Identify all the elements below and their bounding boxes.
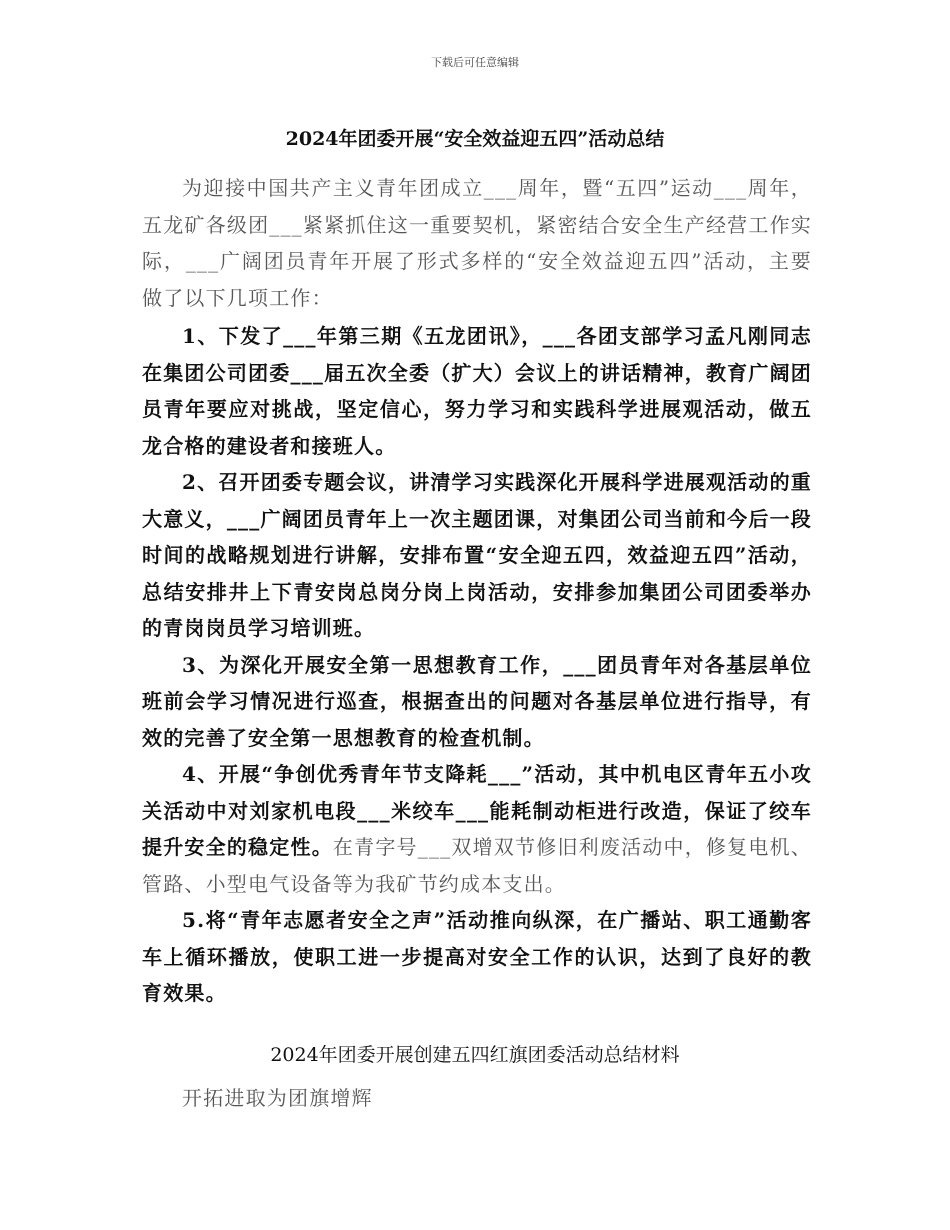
page-header: 下载后可任意编辑 bbox=[431, 56, 519, 69]
intro-paragraph bbox=[142, 170, 812, 316]
work-item-1: 1、下发了___年第三期《五龙团讯》，___各团支部学习孟凡刚同志在集团公司团委___届五次全委（扩大）会议上的讲话精神，教育广阔团员青年要应对挑战，坚定信心，努力学习和实践科学进展观活动，做五龙合格的建设者和接班人。 bbox=[142, 324, 812, 458]
section-subtitle: 开拓进取为团旗增辉 bbox=[182, 1086, 373, 1110]
section-subtitle-block bbox=[142, 1080, 812, 1117]
document-title: 2024年团委开展“安全效益迎五四”活动总结 bbox=[285, 128, 665, 150]
work-item-4-note: 在青字号___双增双节修旧利废活动中，修复电机、管路、小型电气设备等为我矿节约成本支出。 bbox=[142, 835, 812, 896]
section-title: 2024年团委开展创建五四红旗团委活动总结材料 bbox=[270, 1044, 680, 1066]
intro-text: 为迎接中国共产主义青年团成立___周年，暨“五四”运动___周年，五龙矿各级团___紧紧抓住这一重要契机，紧密结合安全生产经营工作实际，___广阔团员青年开展了形式多样的“安全效益迎五四”活动，主要做了以下几项工作： bbox=[142, 176, 812, 310]
work-item-5: 5.将“青年志愿者安全之声”活动推向纵深，在广播站、职工通勤客车上循环播放，使职工进一步提高对安全工作的认识，达到了良好的教育效果。 bbox=[142, 908, 812, 1005]
work-item-3: 3、为深化开展安全第一思想教育工作，___团员青年对各基层单位班前会学习情况进行巡查，根据查出的问题对各基层单位进行指导，有效的完善了安全第一思想教育的检查机制。 bbox=[142, 652, 812, 750]
work-items bbox=[142, 318, 812, 1012]
work-item-4 bbox=[142, 756, 812, 902]
work-item-4-main: 4、开展“争创优秀青年节支降耗___”活动，其中机电区青年五小攻关活动中对刘家机电段___米绞车___能耗制动柜进行改造，保证了绞车提升安全的稳定性。 bbox=[142, 762, 812, 859]
work-item-2: 2、召开团委专题会议，讲清学习实践深化开展科学进展观活动的重大意义，___广阔团员青年上一次主题团课，对集团公司当前和今后一段时间的战略规划进行讲解，安排布置“安全迎五四，效益迎五四”活动，总结安排井上下青安岗总岗分岗上岗活动，安排参加集团公司团委举办的青岗岗员学习培训班。 bbox=[142, 470, 812, 640]
